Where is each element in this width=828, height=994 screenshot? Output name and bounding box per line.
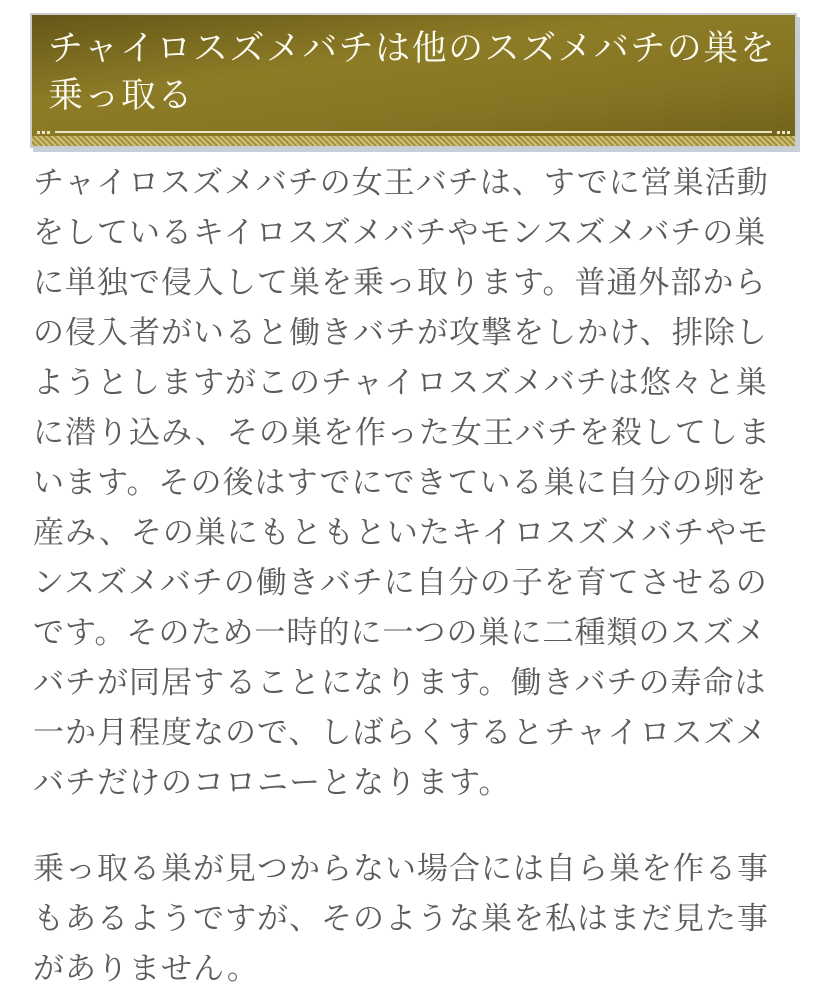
checker-pattern-strip: [32, 136, 795, 146]
decorative-rule: [32, 128, 795, 136]
rule-line: [55, 131, 772, 133]
rule-dots-right: [777, 131, 790, 134]
rule-dots-left: [37, 131, 50, 134]
article-title-banner: [30, 13, 797, 148]
page-title: チャイロスズメバチは他のスズメバチの巣を乗っ取る: [48, 29, 777, 116]
paragraph-own-nest: 乗っ取る巣が見つからない場合には自ら巣を作る事もあるようですが、そのような巣を私はまだ見た事がありません。: [33, 851, 769, 987]
paragraph-nest-takeover: チャイロスズメバチの女王バチは、すでに営巣活動をしているキイロスズメバチやモンスズメバチの巣に単独で侵入して巣を乗っ取ります。普通外部からの侵入者がいると働きバチが攻撃をしかけ、排除しようとしますがこのチャイロスズメバチは悠々と巣に潜り込み、その巣を作った女王バチを殺してしまいます。その後はすでにできている巣に自分の卵を産み、その巣にもともといたキイロスズメバチやモンスズメバチの働きバチに自分の子を育てさせるのです。そのため一時的に一つの巣に二種類のスズメバチが同居することになります。働きバチの寿命は一か月程度なので、しばらくするとチャイロスズメバチだけのコロニーとなります。: [33, 165, 771, 801]
article-body: [33, 158, 796, 994]
